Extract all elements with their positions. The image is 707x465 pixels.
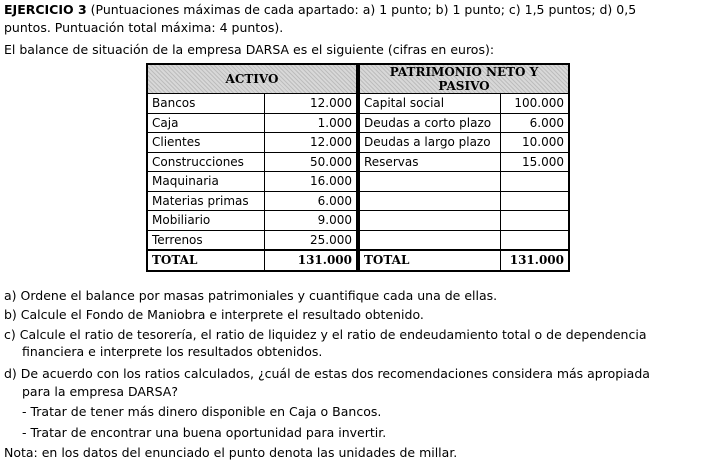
total-left-value: 131.000 xyxy=(264,250,357,271)
pasivo-label xyxy=(359,172,501,192)
total-right-label: TOTAL xyxy=(359,250,501,271)
activo-value: 6.000 xyxy=(264,191,357,211)
question-a: a) Ordene el balance por masas patrimoniales y cuantifique cada una de ellas. xyxy=(4,288,498,303)
pasivo-value: 10.000 xyxy=(501,133,569,153)
activo-value: 12.000 xyxy=(264,94,357,114)
question-b: b) Calcule el Fondo de Maniobra e interprete el resultado obtenido. xyxy=(4,307,424,322)
exercise-title: EJERCICIO 3 xyxy=(4,2,87,17)
pasivo-label: Reservas xyxy=(359,152,501,172)
pasivo-label: Deudas a largo plazo xyxy=(359,133,501,153)
balance-row xyxy=(147,172,569,192)
question-d-option-2: - Tratar de encontrar una buena oportunidad para invertir. xyxy=(22,425,387,440)
pasivo-label xyxy=(359,211,501,231)
pasivo-value xyxy=(501,172,569,192)
activo-label: Construcciones xyxy=(147,152,264,172)
pasivo-label: Deudas a corto plazo xyxy=(359,113,501,133)
activo-value: 16.000 xyxy=(264,172,357,192)
activo-value: 12.000 xyxy=(264,133,357,153)
header-activo: ACTIVO xyxy=(147,64,357,94)
pasivo-value: 100.000 xyxy=(501,94,569,114)
pasivo-value: 15.000 xyxy=(501,152,569,172)
activo-label: Materias primas xyxy=(147,191,264,211)
activo-label: Bancos xyxy=(147,94,264,114)
balance-row xyxy=(147,191,569,211)
pasivo-label xyxy=(359,230,501,250)
question-c-line-1: c) Calcule el ratio de tesorería, el ratio de liquidez y el ratio de endeudamiento total o de dependencia xyxy=(4,327,647,342)
activo-value: 50.000 xyxy=(264,152,357,172)
activo-value: 9.000 xyxy=(264,211,357,231)
pasivo-label xyxy=(359,191,501,211)
question-d-line-1: d) De acuerdo con los ratios calculados, ¿cuál de estas dos recomendaciones considera más apropiada xyxy=(4,366,650,381)
activo-label: Maquinaria xyxy=(147,172,264,192)
exercise-intro: El balance de situación de la empresa DARSA es el siguiente (cifras en euros): xyxy=(4,42,495,57)
note: Nota: en los datos del enunciado el punto denota las unidades de millar. xyxy=(4,445,458,460)
balance-table xyxy=(146,63,570,272)
pasivo-value xyxy=(501,191,569,211)
balance-row xyxy=(147,113,569,133)
question-c-line-2: financiera e interprete los resultados obtenidos. xyxy=(22,344,323,359)
activo-value: 25.000 xyxy=(264,230,357,250)
activo-label: Clientes xyxy=(147,133,264,153)
activo-label: Mobiliario xyxy=(147,211,264,231)
exercise-heading xyxy=(4,2,636,17)
activo-label: Terrenos xyxy=(147,230,264,250)
balance-row xyxy=(147,211,569,231)
balance-row xyxy=(147,152,569,172)
pasivo-value xyxy=(501,211,569,231)
balance-body xyxy=(147,94,569,251)
header-pasivo: PATRIMONIO NETO Y PASIVO xyxy=(359,64,569,94)
balance-row xyxy=(147,94,569,114)
exercise-scoring-2: puntos. Puntuación total máxima: 4 puntos). xyxy=(4,20,284,35)
pasivo-label: Capital social xyxy=(359,94,501,114)
activo-value: 1.000 xyxy=(264,113,357,133)
total-left-label: TOTAL xyxy=(147,250,264,271)
balance-row xyxy=(147,230,569,250)
pasivo-value: 6.000 xyxy=(501,113,569,133)
total-right-value: 131.000 xyxy=(501,250,569,271)
balance-row xyxy=(147,133,569,153)
pasivo-value xyxy=(501,230,569,250)
activo-label: Caja xyxy=(147,113,264,133)
exercise-scoring-1: (Puntuaciones máximas de cada apartado: a) 1 punto; b) 1 punto; c) 1,5 puntos; d) 0,5 xyxy=(86,2,637,17)
question-d-option-1: - Tratar de tener más dinero disponible en Caja o Bancos. xyxy=(22,404,382,419)
question-d-line-2: para la empresa DARSA? xyxy=(22,384,178,399)
